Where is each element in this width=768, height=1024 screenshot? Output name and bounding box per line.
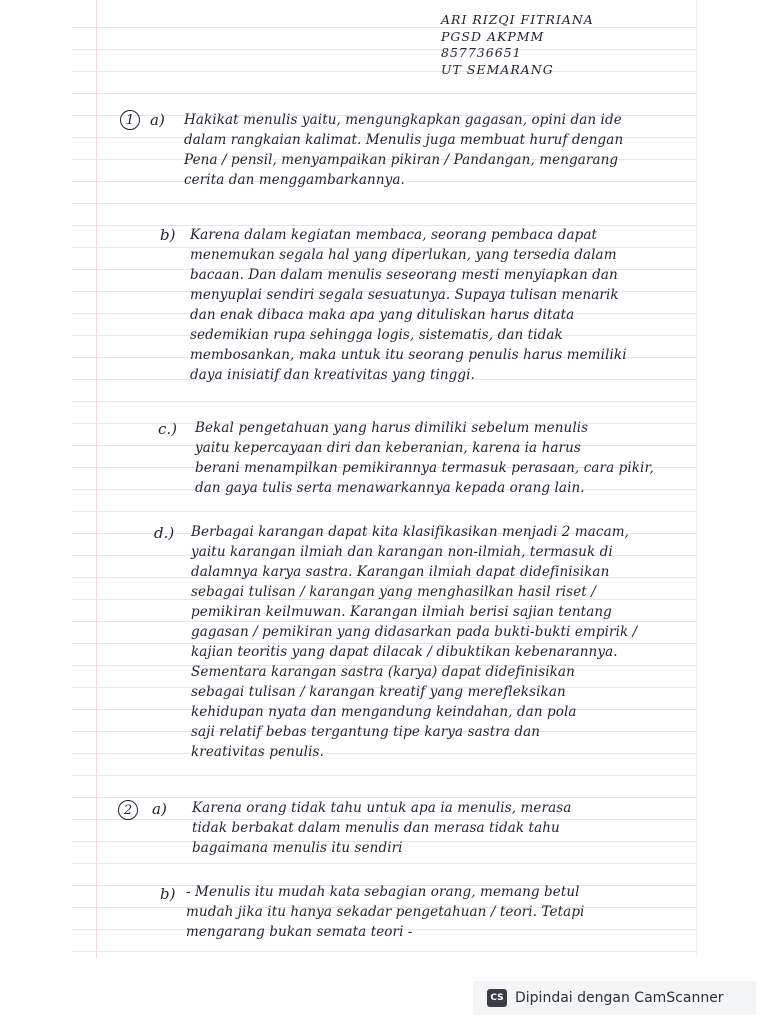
q2-a-line: Karena orang tidak tahu untuk apa ia menulis, merasa: [192, 800, 572, 816]
q1-d-line: sebagai tulisan / karangan yang menghasilkan hasil riset /: [191, 584, 596, 600]
margin-line: [96, 0, 97, 958]
student-info: [441, 12, 641, 78]
q1-c-line: dan gaya tulis serta menawarkannya kepada orang lain.: [195, 480, 585, 496]
q1-b-line: menyuplai sendiri segala sesuatunya. Supaya tulisan menarik: [190, 287, 619, 303]
q1-a-line: dalam rangkaian kalimat. Menulis juga membuat huruf dengan: [184, 132, 624, 148]
q2-b-label: b): [160, 885, 176, 903]
q1-d-line: gagasan / pemikiran yang didasarkan pada bukti-bukti empirik /: [191, 624, 638, 640]
q1-a-line: Hakikat menulis yaitu, mengungkapkan gagasan, opini dan ide: [184, 112, 622, 128]
q1-b-line: bacaan. Dan dalam menulis seseorang mesti menyiapkan dan: [190, 267, 618, 283]
student-program: PGSD AKPMM: [441, 28, 545, 44]
q2-b-line: mengarang bukan semata teori -: [186, 924, 413, 940]
q1-c-line: berani menampilkan pemikirannya termasuk perasaan, cara pikir,: [195, 460, 654, 476]
q1-b-line: membosankan, maka untuk itu seorang penulis harus memiliki: [190, 347, 627, 363]
q1-d-line: Sementara karangan sastra (karya) dapat didefinisikan: [191, 664, 575, 680]
student-nim: 857736651: [441, 45, 522, 60]
q1-d-label: d.): [154, 524, 175, 542]
q1-b-line: Karena dalam kegiatan membaca, seorang pembaca dapat: [190, 227, 598, 243]
question-2-number: 2: [118, 800, 138, 820]
q1-b-line: menemukan segala hal yang diperlukan, yang tersedia dalam: [190, 247, 617, 263]
q2-b-line: - Menulis itu mudah kata sebagian orang, memang betul: [186, 884, 580, 900]
q1-c-line: yaitu kepercayaan diri dan keberanian, karena ia harus: [195, 440, 581, 456]
camscanner-logo-icon: CS: [487, 989, 507, 1007]
q1-d-line: dalamnya karya sastra. Karangan ilmiah dapat didefinisikan: [191, 564, 610, 580]
q1-d-line: kajian teoritis yang dapat dilacak / dibuktikan kebenarannya.: [191, 644, 618, 660]
q2-a-line: tidak berbakat dalam menulis dan merasa tidak tahu: [192, 820, 560, 836]
q1-d-line: pemikiran keilmuwan. Karangan ilmiah berisi sajian tentang: [191, 604, 612, 620]
q1-b-line: dan enak dibaca maka apa yang dituliskan harus ditata: [190, 307, 575, 323]
student-name: ARI RIZQI FITRIANA: [441, 12, 594, 27]
q1-d-line: sebagai tulisan / karangan kreatif yang merefleksikan: [191, 684, 566, 700]
q1-d-line: kehidupan nyata dan mengandung keindahan, dan pola: [191, 704, 577, 720]
q1-c-line: Bekal pengetahuan yang harus dimiliki sebelum menulis: [195, 420, 589, 436]
camscanner-text: Dipindai dengan CamScanner: [515, 990, 724, 1006]
q1-d-line: yaitu karangan ilmiah dan karangan non-ilmiah, termasuk di: [191, 544, 613, 560]
student-campus: UT SEMARANG: [441, 61, 554, 77]
q1-a-answer: [184, 110, 623, 190]
q2-b-answer: [186, 882, 584, 942]
q2-b-line: mudah jika itu hanya sekadar pengetahuan / teori. Tetapi: [186, 904, 585, 920]
q1-b-line: daya inisiatif dan kreativitas yang tinggi.: [190, 367, 475, 383]
q2-a-answer: [192, 798, 571, 858]
q1-d-line: kreativitas penulis.: [191, 744, 324, 760]
q1-a-line: Pena / pensil, menyampaikan pikiran / Pandangan, mengarang: [184, 152, 619, 168]
q1-c-label: c.): [158, 420, 178, 438]
q1-d-line: saji relatif bebas tergantung tipe karya sastra dan: [191, 724, 541, 740]
camscanner-watermark: [473, 981, 756, 1015]
q1-d-line: Berbagai karangan dapat kita klasifikasikan menjadi 2 macam,: [191, 524, 630, 540]
q1-b-line: sedemikian rupa sehingga logis, sistematis, dan tidak: [190, 327, 563, 343]
q1-a-line: cerita dan menggambarkannya.: [184, 172, 405, 188]
q1-b-answer: [190, 225, 627, 385]
q1-b-label: b): [160, 226, 176, 244]
q1-d-answer: [191, 522, 637, 762]
question-1-number: 1: [120, 110, 140, 130]
q2-a-label: a): [152, 800, 167, 818]
q1-a-label: a): [150, 111, 165, 129]
q1-c-answer: [195, 418, 654, 498]
q2-a-line: bagaimana menulis itu sendiri: [192, 840, 403, 856]
